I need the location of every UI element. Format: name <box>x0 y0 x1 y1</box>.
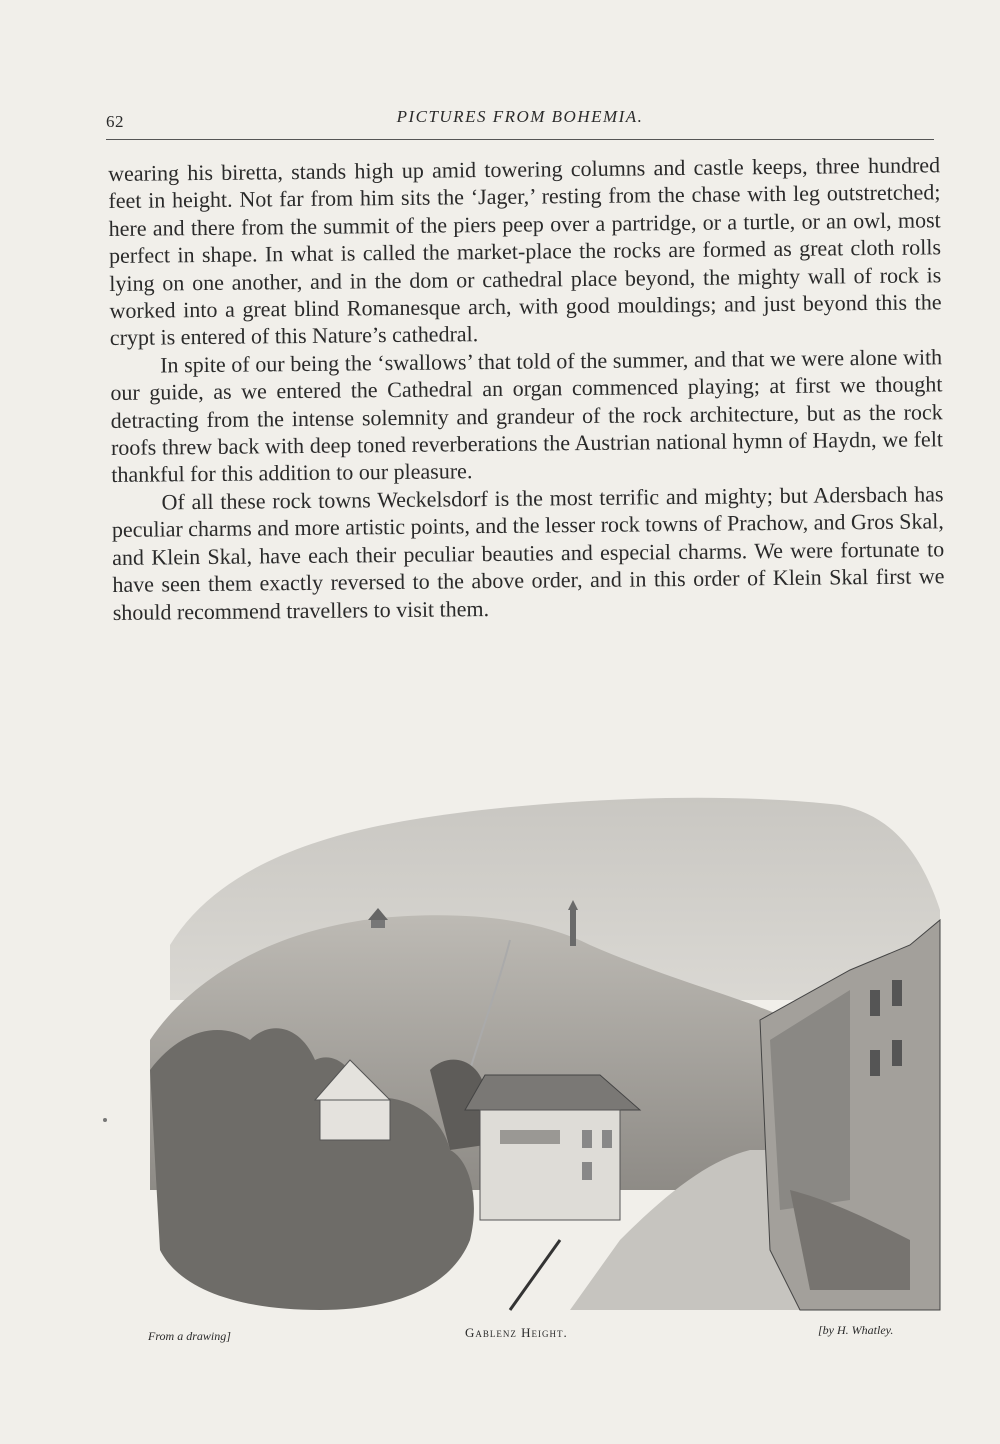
engraving <box>150 770 950 1325</box>
illustration-gablenz-height <box>150 770 950 1325</box>
caption-artist: [by H. Whatley. <box>818 1323 894 1337</box>
running-head: PICTURES FROM BOHEMIA. <box>396 107 644 126</box>
caption-title: Gablenz Height. <box>465 1325 568 1340</box>
page-number: 62 <box>106 112 124 131</box>
obelisk <box>570 910 576 946</box>
header-rule <box>106 139 934 140</box>
fence <box>510 1240 560 1310</box>
paragraph-3: Of all these rock towns Weckelsdorf is the most terrific and mighty; but Adersbach has peculiar charms and more artistic points, and the lesser rock towns of Prachow, and Gros Skal, and Klein Skal, have each their peculiar beauties and especial charms. We were fortunate to have seen them exactly reversed to the above order, and in this order of Klein Skal first we should recommend travellers to visit them. <box>111 481 945 625</box>
house-main <box>480 1110 620 1220</box>
caption-source: From a drawing] <box>148 1329 231 1343</box>
body-text <box>108 151 945 626</box>
stray-mark <box>103 1118 107 1122</box>
paragraph-2: In spite of our being the ‘swallows’ that told of the summer, and that we were alone with our guide, as we entered the Cathedral an organ commenced playing; at first we thought detracting from the intense solemnity and grandeur of the rock architecture, but as the rock roofs threw back with deep toned reverberations the Austrian national hymn of Haydn, we felt thankful for this addition to our pleasure. <box>110 344 944 488</box>
paragraph-1: wearing his biretta, stands high up amid towering columns and castle keeps, three hundred feet in height. Not far from him sits the ‘Jager,’ resting from the chase with leg outstretched; here and there from the summit of the piers peep over a partridge, or a turtle, or an owl, most perfect in shape. In what is called the market-place the rocks are formed as great cloth rolls lying on one another, and in the dom or cathedral place beyond, the mighty wall of rock is worked into a great blind Romanesque arch, with good mouldings; and just beyond this the crypt is entered of this Nature’s cathedral. <box>108 152 942 351</box>
